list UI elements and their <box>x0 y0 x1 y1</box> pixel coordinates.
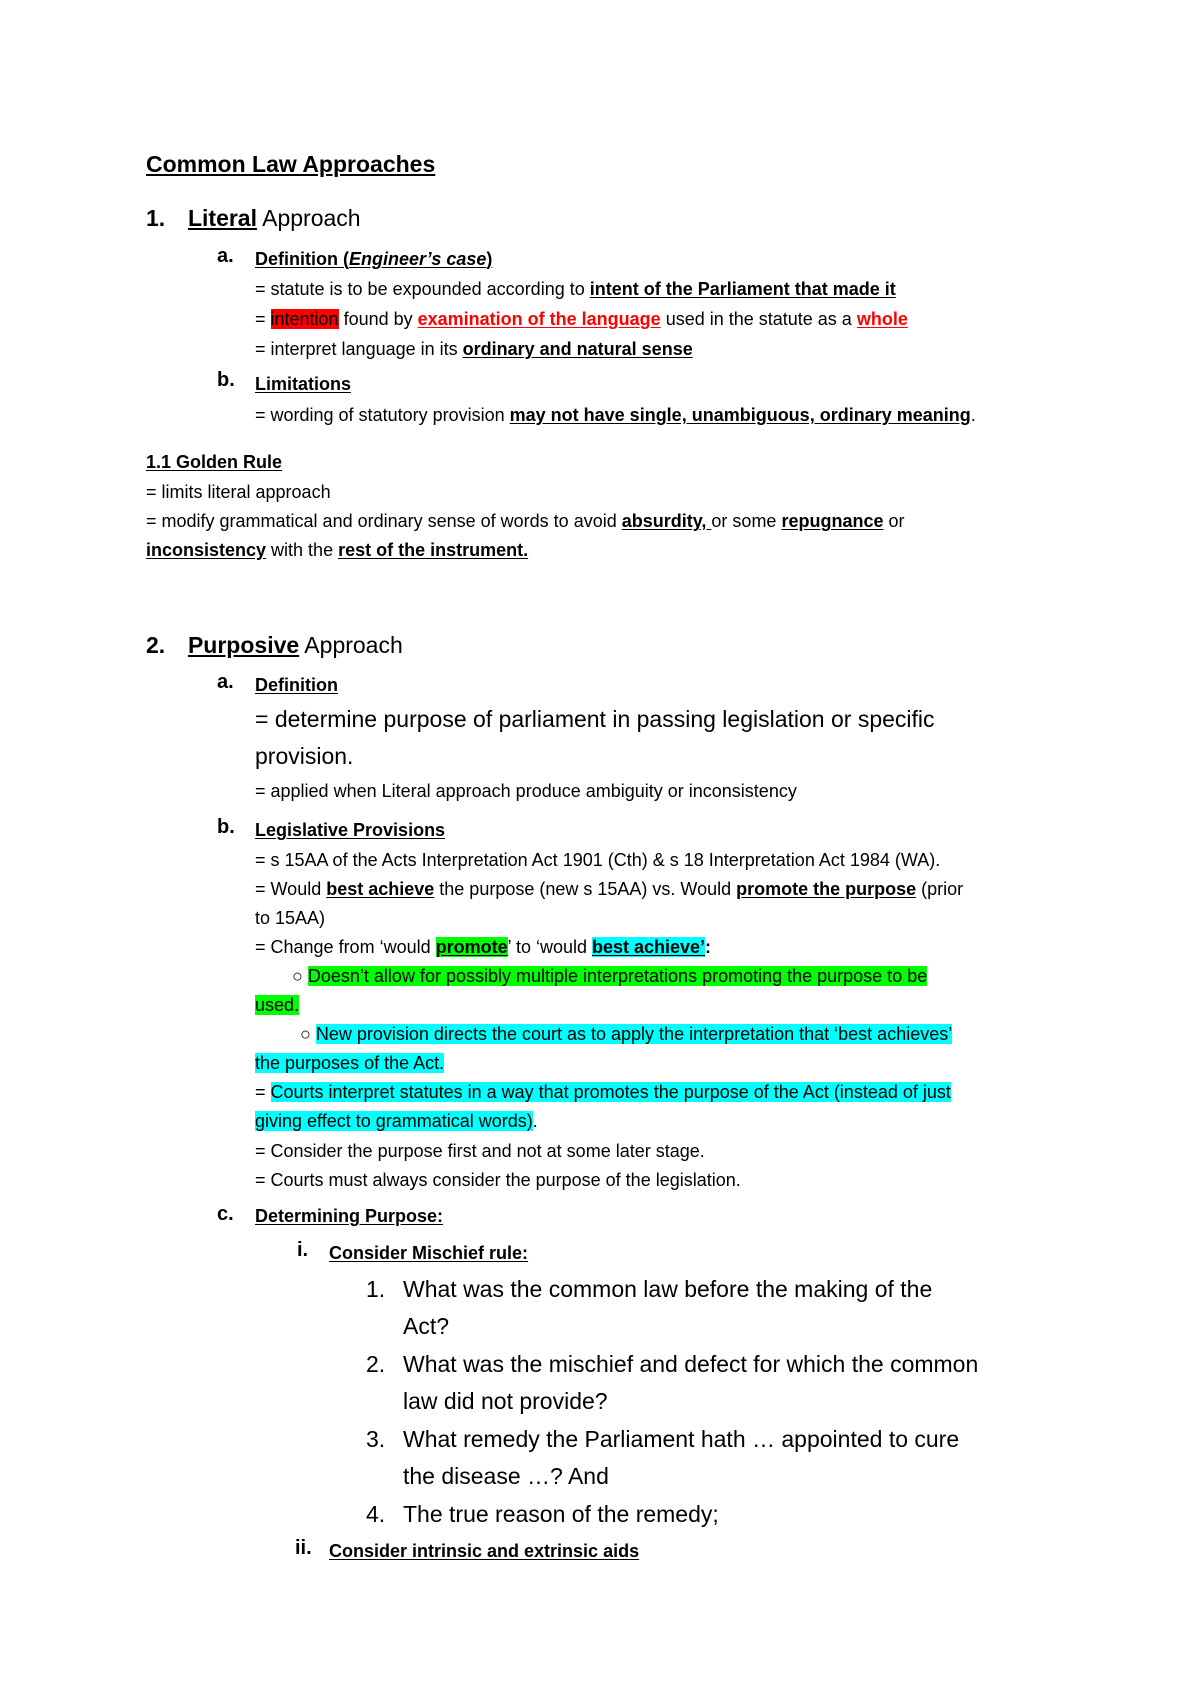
question-3: What remedy the Parliament hath … appointed to cure <box>403 1426 960 1452</box>
text: the purpose (new s 15AA) vs. Would <box>434 879 737 899</box>
provision-line-2 <box>255 877 963 901</box>
section-heading-purposive <box>146 630 403 660</box>
question-1-cont: Act? <box>403 1313 450 1339</box>
key-phrase: intent of the Parliament that made it <box>589 279 896 299</box>
section-number: 1. <box>146 205 166 231</box>
bullet-item-green <box>292 964 927 988</box>
key-phrase: promote the purpose <box>736 879 917 899</box>
key-phrase: absurdity, <box>621 511 712 531</box>
key-phrase: repugnance <box>781 511 884 531</box>
list-marker: ii. <box>295 1537 312 1559</box>
list-marker: i. <box>297 1239 309 1261</box>
golden-line-2 <box>146 509 905 533</box>
text: : <box>705 937 712 957</box>
subheading-text: Definition ( <box>255 249 349 269</box>
list-marker: c. <box>217 1203 234 1225</box>
highlighted-text: Doesn’t allow for possibly multiple interpretations promoting the purpose to be <box>307 966 928 986</box>
question-4: The true reason of the remedy; <box>403 1501 719 1527</box>
highlighted-text: New provision directs the court as to apply the interpretation that ‘best achieves’ <box>315 1024 953 1044</box>
question-number: 4. <box>366 1501 386 1527</box>
list-marker: a. <box>217 245 234 267</box>
text: = statute is to be expounded according to <box>255 279 590 299</box>
bullet-item-green-cont <box>255 993 299 1017</box>
highlighted-term: best achieve’ <box>591 937 706 957</box>
section-heading-literal <box>146 203 361 233</box>
golden-line-1: = limits literal approach <box>146 482 331 502</box>
question-3-cont: the disease …? And <box>403 1463 609 1489</box>
subheading-limitations: Limitations <box>255 374 352 394</box>
definition-line-3 <box>255 337 693 361</box>
text: found by <box>338 309 418 329</box>
question-number: 2. <box>366 1351 386 1377</box>
limitations-line-1 <box>255 403 976 427</box>
highlighted-text: Courts interpret statutes in a way that promotes the purpose of the Act (instead of just <box>270 1082 951 1102</box>
definition-line-1 <box>255 277 896 301</box>
bullet-item-cyan <box>300 1022 952 1046</box>
key-phrase: inconsistency <box>146 540 267 560</box>
list-marker: a. <box>217 671 234 693</box>
key-phrase: examination of the language <box>417 309 661 329</box>
section-keyword: Purposive <box>187 632 300 658</box>
text: = <box>255 1082 271 1102</box>
text: with the <box>266 540 339 560</box>
definition-large-line-1: = determine purpose of parliament in passing legislation or specific <box>255 706 935 732</box>
bullet-circle-icon: ○ <box>292 966 303 986</box>
provision-line-1: = s 15AA of the Acts Interpretation Act 1901 (Cth) & s 18 Interpretation Act 1984 (WA). <box>255 850 941 870</box>
text: = modify grammatical and ordinary sense of words to avoid <box>146 511 622 531</box>
text: = wording of statutory provision <box>255 405 510 425</box>
list-marker: b. <box>217 369 235 391</box>
highlighted-text: giving effect to grammatical words) <box>255 1111 533 1131</box>
text: ’ to ‘would <box>507 937 592 957</box>
key-phrase: best achieve <box>326 879 435 899</box>
subheading-definition: Definition <box>255 675 338 695</box>
subheading-mischief-rule: Consider Mischief rule: <box>329 1243 529 1263</box>
question-number: 1. <box>366 1276 386 1302</box>
section-title-rest: Approach <box>257 205 361 231</box>
text: = <box>255 309 271 329</box>
text: . <box>970 405 976 425</box>
key-phrase: may not have single, unambiguous, ordinary meaning <box>509 405 971 425</box>
provision-line-courts-cont <box>255 1109 538 1133</box>
provision-line-6: = Courts must always consider the purpose of the legislation. <box>255 1170 741 1190</box>
subheading-intrinsic-extrinsic: Consider intrinsic and extrinsic aids <box>329 1541 640 1561</box>
text: (prior <box>916 879 964 899</box>
definition-line-2 <box>255 307 908 331</box>
provision-line-courts <box>255 1080 951 1104</box>
provision-line-3: to 15AA) <box>255 908 326 928</box>
subheading-golden-rule: 1.1 Golden Rule <box>146 452 283 472</box>
text: used in the statute as a <box>660 309 857 329</box>
text: = Change from ‘would <box>255 937 436 957</box>
text: = Would <box>255 879 327 899</box>
bullet-item-cyan-cont <box>255 1051 444 1075</box>
section-number: 2. <box>146 632 166 658</box>
page-title: Common Law Approaches <box>146 151 436 177</box>
golden-line-3 <box>146 538 528 562</box>
key-phrase: rest of the instrument. <box>338 540 529 560</box>
section-keyword: Literal <box>187 205 257 231</box>
text: or <box>883 511 905 531</box>
provision-line-5: = Consider the purpose first and not at some later stage. <box>255 1141 705 1161</box>
question-2-cont: law did not provide? <box>403 1388 608 1414</box>
provision-line-4 <box>255 935 711 959</box>
text: . <box>532 1111 538 1131</box>
case-name: Engineer’s case <box>348 249 487 269</box>
highlighted-text: used. <box>255 995 300 1015</box>
definition-large-line-2: provision. <box>255 743 354 769</box>
list-marker: b. <box>217 816 235 838</box>
highlighted-term: promote <box>435 937 508 957</box>
subheading-definition <box>255 247 492 271</box>
key-phrase: whole <box>856 309 908 329</box>
subheading-text: ) <box>486 249 493 269</box>
section-title-rest: Approach <box>299 632 403 658</box>
highlighted-term: intention <box>270 309 339 329</box>
key-phrase: ordinary and natural sense <box>462 339 693 359</box>
subheading-legislative-provisions: Legislative Provisions <box>255 820 446 840</box>
question-number: 3. <box>366 1426 386 1452</box>
question-2: What was the mischief and defect for which the common <box>403 1351 979 1377</box>
question-1: What was the common law before the making of the <box>403 1276 933 1302</box>
highlighted-text: the purposes of the Act. <box>255 1053 445 1073</box>
bullet-circle-icon: ○ <box>300 1024 311 1044</box>
text: or some <box>711 511 782 531</box>
subheading-determining-purpose: Determining Purpose: <box>255 1206 444 1226</box>
definition-line-3: = applied when Literal approach produce ambiguity or inconsistency <box>255 781 797 801</box>
text: = interpret language in its <box>255 339 463 359</box>
